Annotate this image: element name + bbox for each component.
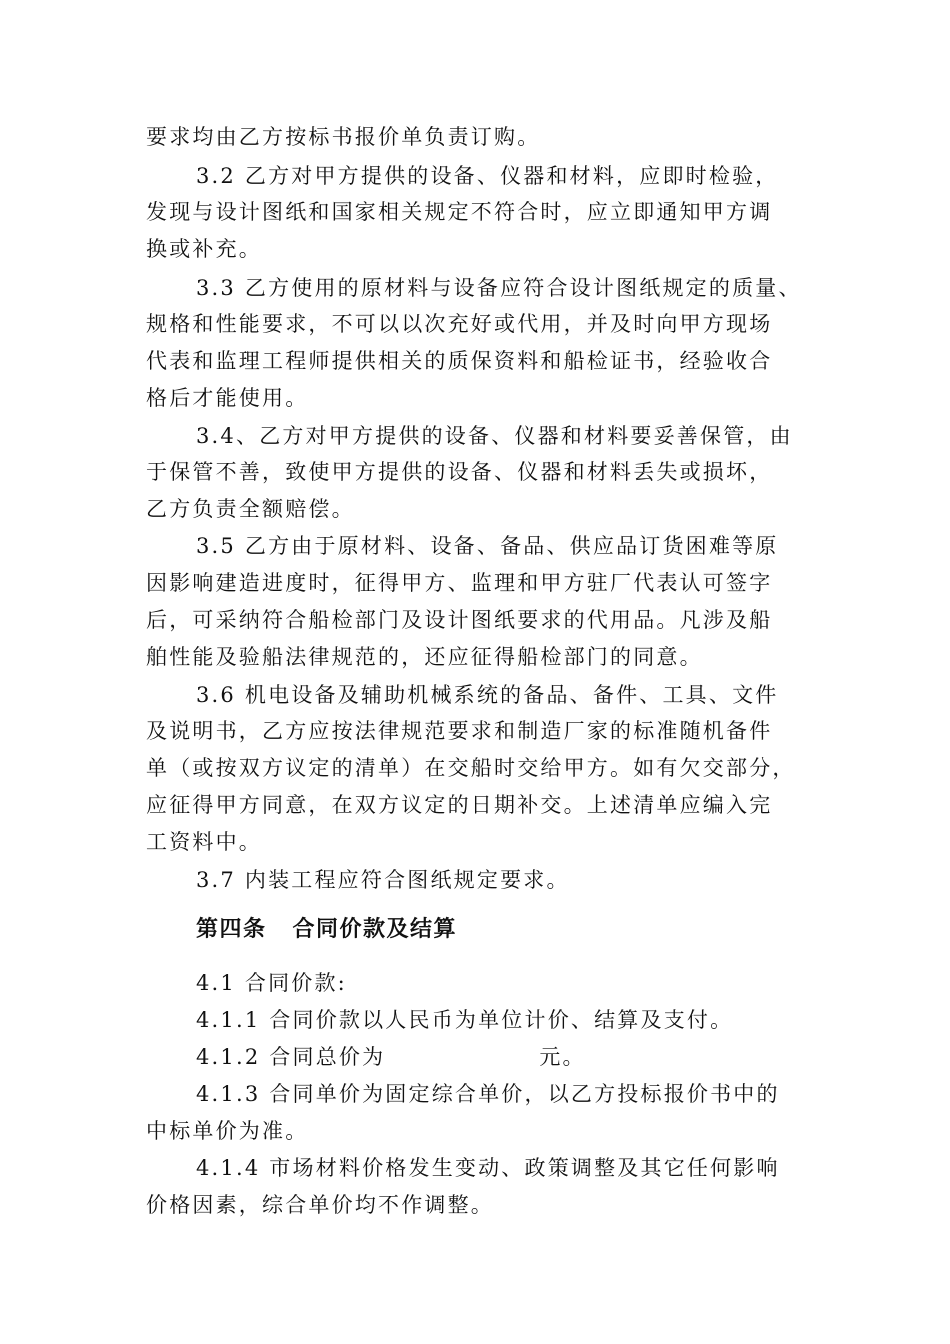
clause-3-5-line-2: 因影响建造进度时，征得甲方、监理和甲方驻厂代表认可签字 [146, 571, 773, 595]
clause-3-5-line-3: 后，可采纳符合船检部门及设计图纸要求的代用品。凡涉及船 [146, 608, 773, 632]
clause-4-1-3-line-2: 中标单价为准。 [146, 1119, 309, 1143]
clause-3-2-line-2: 发现与设计图纸和国家相关规定不符合时，应立即通知甲方调 [146, 200, 773, 224]
clause-3-6-line-1: 3.6 机电设备及辅助机械系统的备品、备件、工具、文件 [196, 683, 779, 707]
clause-4-1-3-line-1: 4.1.3 合同单价为固定综合单价，以乙方投标报价书中的 [196, 1082, 780, 1106]
clause-3-6-line-2: 及说明书，乙方应按法律规范要求和制造厂家的标准随机备件 [146, 719, 773, 743]
clause-3-2-line-1: 3.2 乙方对甲方提供的设备、仪器和材料，应即时检验， [196, 164, 779, 188]
paragraph-line: 要求均由乙方按标书报价单负责订购。 [146, 125, 541, 149]
clause-3-4-line-3: 乙方负责全额赔偿。 [146, 497, 355, 521]
clause-3-3-line-2: 规格和性能要求，不可以以次充好或代用，并及时向甲方现场 [146, 312, 773, 336]
clause-3-7: 3.7 内装工程应符合图纸规定要求。 [196, 868, 570, 892]
clause-3-5-line-4: 舶性能及验船法律规范的，还应征得船检部门的同意。 [146, 645, 703, 669]
section-4-title: 合同价款及结算 [292, 917, 458, 942]
clause-4-1-2 [196, 1043, 586, 1071]
clause-3-2-line-3: 换或补充。 [146, 237, 262, 261]
clause-3-6-line-3: 单（或按双方议定的清单）在交船时交给甲方。如有欠交部分， [146, 756, 796, 780]
section-4-heading [196, 916, 457, 944]
clause-3-5-line-1: 3.5 乙方由于原材料、设备、备品、供应品订货困难等原 [196, 534, 779, 558]
section-4-number: 第四条 [196, 917, 267, 942]
clause-3-3-line-3: 代表和监理工程师提供相关的质保资料和船检证书，经验收合 [146, 349, 773, 373]
clause-4-1-4-line-2: 价格因素，综合单价均不作调整。 [146, 1193, 494, 1217]
clause-4-1-4-line-1: 4.1.4 市场材料价格发生变动、政策调整及其它任何影响 [196, 1156, 780, 1180]
clause-3-3-line-4: 格后才能使用。 [146, 386, 309, 410]
clause-3-3-line-1: 3.3 乙方使用的原材料与设备应符合设计图纸规定的质量、 [196, 276, 802, 300]
clause-3-4-line-1: 3.4、乙方对甲方提供的设备、仪器和材料要妥善保管，由 [196, 424, 793, 448]
clause-4-1: 4.1 合同价款: [196, 971, 347, 995]
clause-3-6-line-4: 应征得甲方同意，在双方议定的日期补交。上述清单应编入完 [146, 793, 773, 817]
clause-4-1-1: 4.1.1 合同价款以人民币为单位计价、结算及支付。 [196, 1008, 734, 1032]
clause-3-6-line-5: 工资料中。 [146, 830, 262, 854]
contract-total-label: 4.1.2 合同总价为 [196, 1045, 386, 1069]
contract-total-unit: 元。 [539, 1045, 586, 1069]
clause-3-4-line-2: 于保管不善，致使甲方提供的设备、仪器和材料丢失或损坏， [146, 460, 773, 484]
